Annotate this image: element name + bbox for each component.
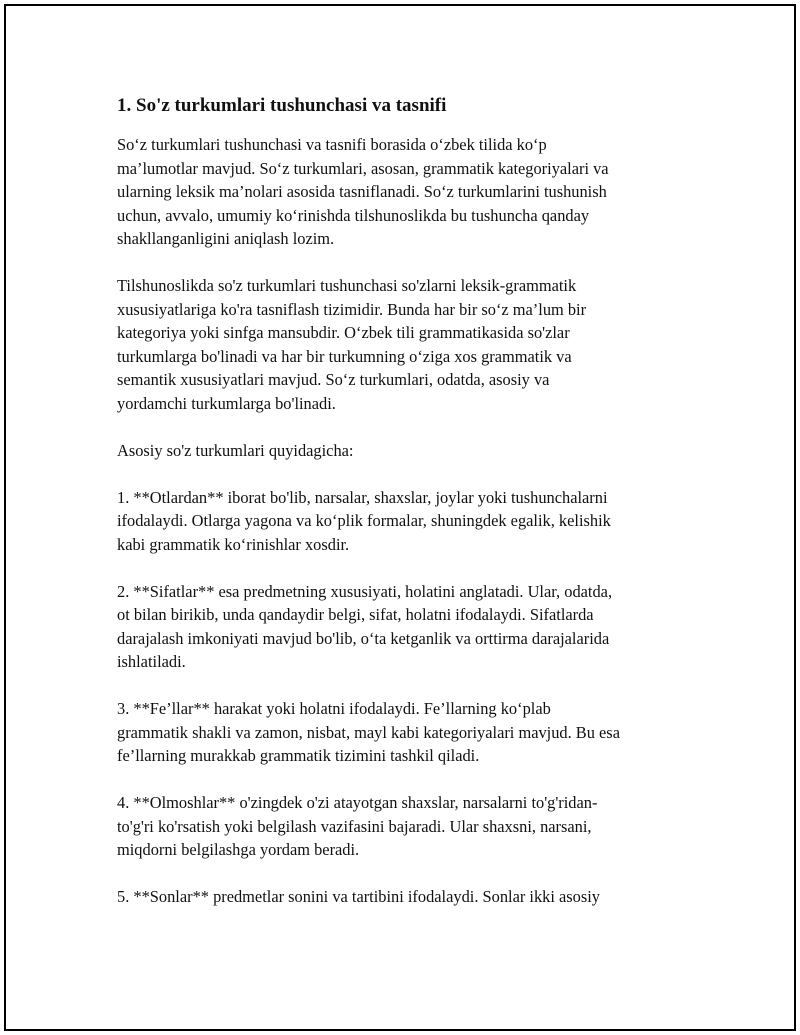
text-line: ifodalaydi. Otlarga yagona va ko‘plik formalar, shuningdek egalik, kelishik xyxy=(117,511,611,530)
text-line: 1. **Otlardan** iborat bo'lib, narsalar, shaxslar, joylar yoki tushunchalarni xyxy=(117,487,608,507)
text-line: grammatik shakli va zamon, nisbat, mayl kabi kategoriyalari mavjud. Bu esa xyxy=(117,722,620,742)
text-line: 4. **Olmoshlar** o'zingdek o'zi atayotgan shaxslar, narsalarni to'g'ridan- xyxy=(117,793,598,812)
text-line: 2. **Sifatlar** esa predmetning xususiyati, holatini anglatadi. Ular, odatda, xyxy=(117,581,613,601)
text-line: Asosiy so'z turkumlari quyidagicha: xyxy=(117,440,354,460)
text-line: darajalash imkoniyati mavjud bo'lib, o‘ta ketganlik va orttirma darajalarida xyxy=(117,628,610,648)
paragraph-gap xyxy=(117,862,677,886)
list-item-verbs xyxy=(117,697,677,768)
paragraph-intro xyxy=(117,133,677,251)
text-line: miqdorni belgilashga yordam beradi. xyxy=(117,840,360,859)
section-heading: 1. So'z turkumlari tushunchasi va tasnifi xyxy=(117,95,447,116)
list-item-adjectives xyxy=(117,580,677,674)
text-line: ot bilan birikib, unda qandaydir belgi, sifat, holatni ifodalaydi. Sifatlarda xyxy=(117,605,594,624)
text-line: semantik xususiyatlari mavjud. So‘z turkumlari, odatda, asosiy va xyxy=(117,370,550,389)
text-line: 3. **Fe’llar** harakat yoki holatni ifodalaydi. Fe’llarning ko‘plab xyxy=(117,699,551,718)
text-line: shakllanganligini aniqlash lozim. xyxy=(117,229,335,248)
text-line: to'g'ri ko'rsatish yoki belgilash vazifasini bajaradi. Ular shaxsni, narsani, xyxy=(117,816,592,836)
text-line: So‘z turkumlari tushunchasi va tasnifi borasida o‘zbek tilida ko‘p xyxy=(117,135,547,154)
text-line: ma’lumotlar mavjud. So‘z turkumlari, asosan, grammatik kategoriyalari va xyxy=(117,158,609,178)
text-line: kategoriya yoki sinfga mansubdir. O‘zbek tili grammatikasida so'zlar xyxy=(117,323,570,342)
paragraph-gap xyxy=(117,674,677,698)
text-line: xususiyatlariga ko'ra tasniflash tizimidir. Bunda har bir so‘z ma’lum bir xyxy=(117,299,587,319)
paragraph-gap xyxy=(117,556,677,580)
text-line: Tilshunoslikda so'z turkumlari tushunchasi so'zlarni leksik-grammatik xyxy=(117,276,577,295)
paragraph-gap xyxy=(117,462,677,486)
text-line: ishlatiladi. xyxy=(117,652,186,671)
paragraph-gap xyxy=(117,251,677,275)
text-line: 5. **Sonlar** predmetlar sonini va tartibini ifodalaydi. Sonlar ikki asosiy xyxy=(117,887,600,906)
document-body xyxy=(117,92,677,909)
text-line: ularning leksik ma’nolari asosida tasniflanadi. So‘z turkumlarini tushunish xyxy=(117,182,607,201)
list-item-pronouns xyxy=(117,791,677,862)
text-line: yordamchi turkumlarga bo'linadi. xyxy=(117,393,336,413)
list-item-nouns xyxy=(117,486,677,557)
paragraph-definition xyxy=(117,274,677,415)
text-line: fe’llarning murakkab grammatik tizimini tashkil qiladi. xyxy=(117,746,480,765)
paragraph-gap xyxy=(117,415,677,439)
text-line: turkumlarga bo'linadi va har bir turkumning o‘ziga xos grammatik va xyxy=(117,346,572,366)
list-item-numerals xyxy=(117,885,677,909)
text-line: kabi grammatik ko‘rinishlar xosdir. xyxy=(117,534,350,554)
paragraph-gap xyxy=(117,768,677,792)
paragraph-list-intro xyxy=(117,439,677,463)
text-line: uchun, avvalo, umumiy ko‘rinishda tilshunoslikda bu tushuncha qanday xyxy=(117,205,590,225)
